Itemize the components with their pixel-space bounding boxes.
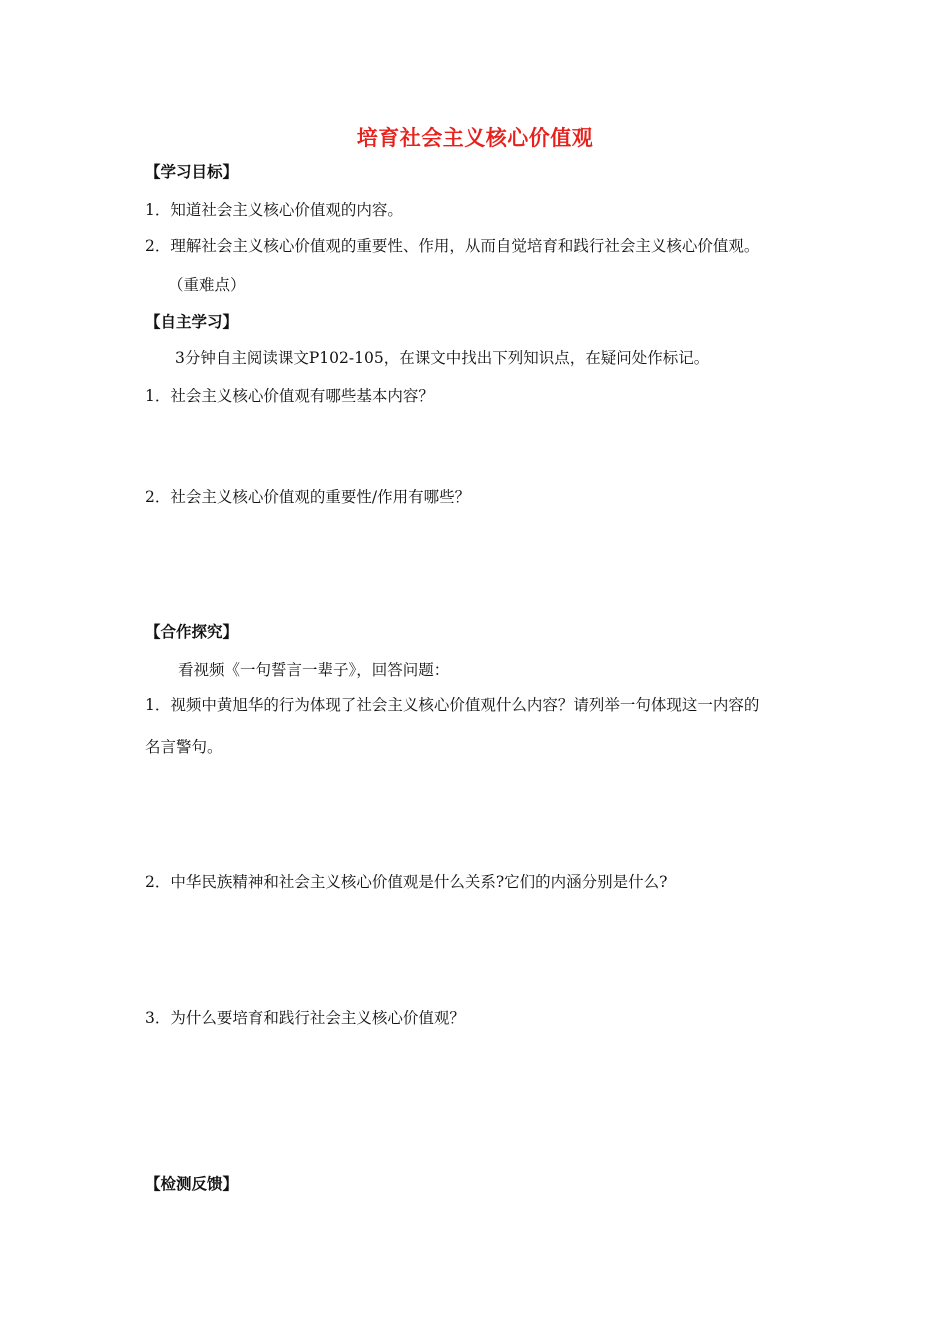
cooperation-question-1-line-2: 名言警句。: [145, 738, 223, 756]
document-title: 培育社会主义核心价值观: [356, 126, 594, 150]
self-study-question-2: 2．社会主义核心价值观的重要性/作用有哪些？: [145, 488, 471, 506]
cooperation-question-2: 2．中华民族精神和社会主义核心价值观是什么关系?它们的内涵分别是什么?: [145, 873, 668, 891]
cooperation-question-1-line-1: 1．视频中黄旭华的行为体现了社会主义核心价值观什么内容？请列举一句体现这一内容的: [145, 696, 760, 714]
goal-item-1: 1．知道社会主义核心价值观的内容。: [145, 201, 403, 219]
cooperation-instruction: 看视频《一句誓言一辈子》，回答问题：: [178, 661, 450, 679]
self-study-instruction: 3分钟自主阅读课文P102-105，在课文中找出下列知识点，在疑问处作标记。: [175, 349, 710, 367]
section-heading-cooperation: 【合作探究】: [145, 623, 239, 641]
section-heading-goals: 【学习目标】: [145, 163, 239, 181]
section-heading-self-study: 【自主学习】: [145, 313, 239, 331]
goal-note: （重难点）: [168, 276, 246, 294]
goal-item-2: 2．理解社会主义核心价值观的重要性、作用，从而自觉培育和践行社会主义核心价值观。: [145, 237, 760, 255]
self-study-question-1: 1．社会主义核心价值观有哪些基本内容？: [145, 387, 434, 405]
cooperation-question-3: 3．为什么要培育和践行社会主义核心价值观？: [145, 1009, 465, 1027]
section-heading-feedback: 【检测反馈】: [145, 1175, 239, 1193]
